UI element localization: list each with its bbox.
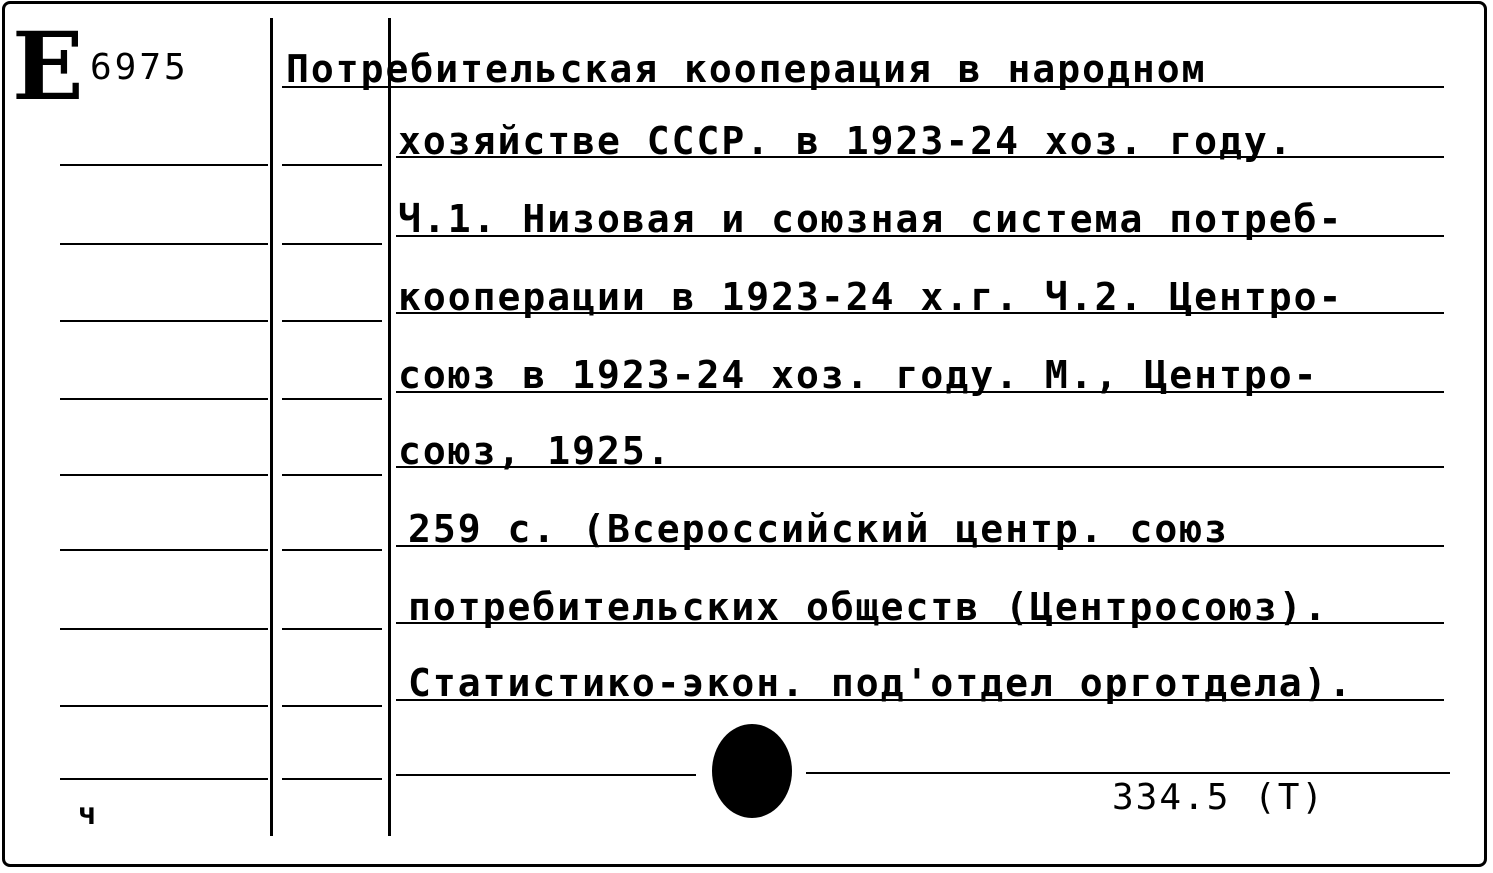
rule-mid-6 <box>282 549 382 551</box>
rule-left-3 <box>60 320 268 322</box>
card-line-1: Потребительская кооперация в народном <box>286 47 1207 91</box>
rule-left-9 <box>60 778 268 780</box>
rule-left-2 <box>60 243 268 245</box>
card-line-7: 259 с. (Всероссийский центр. союз <box>408 507 1229 551</box>
card-line-3: Ч.1. Низовая и союзная система потреб- <box>398 197 1344 241</box>
left-margin-line <box>270 18 273 836</box>
classification-number: 334.5 (Т) <box>1112 777 1326 818</box>
rule-text-9a <box>396 774 696 776</box>
card-line-9: Статистико-экон. под'отдел орготдела). <box>408 661 1354 705</box>
rule-left-1 <box>60 164 268 166</box>
rule-mid-3 <box>282 320 382 322</box>
call-letter: E <box>12 12 84 122</box>
punch-hole <box>712 724 792 818</box>
card-line-2: хозяйстве СССР. в 1923-24 хоз. году. <box>398 119 1294 163</box>
margin-mark: ч <box>78 797 97 832</box>
card-line-6: союз, 1925. <box>398 429 672 473</box>
rule-mid-2 <box>282 243 382 245</box>
rule-left-6 <box>60 549 268 551</box>
rule-mid-4 <box>282 398 382 400</box>
card-line-4: кооперации в 1923-24 х.г. Ч.2. Центро- <box>398 275 1344 319</box>
card-line-8: потребительских обществ (Центросоюз). <box>408 585 1329 629</box>
rule-mid-5 <box>282 474 382 476</box>
rule-mid-7 <box>282 628 382 630</box>
rule-mid-1 <box>282 164 382 166</box>
rule-left-5 <box>60 474 268 476</box>
call-number: 6975 <box>90 47 189 88</box>
rule-left-4 <box>60 398 268 400</box>
right-margin-line <box>388 18 391 836</box>
rule-text-9b <box>806 772 1450 774</box>
rule-left-8 <box>60 705 268 707</box>
rule-mid-9 <box>282 778 382 780</box>
rule-mid-8 <box>282 705 382 707</box>
card-line-5: союз в 1923-24 хоз. году. М., Центро- <box>398 353 1319 397</box>
rule-left-7 <box>60 628 268 630</box>
